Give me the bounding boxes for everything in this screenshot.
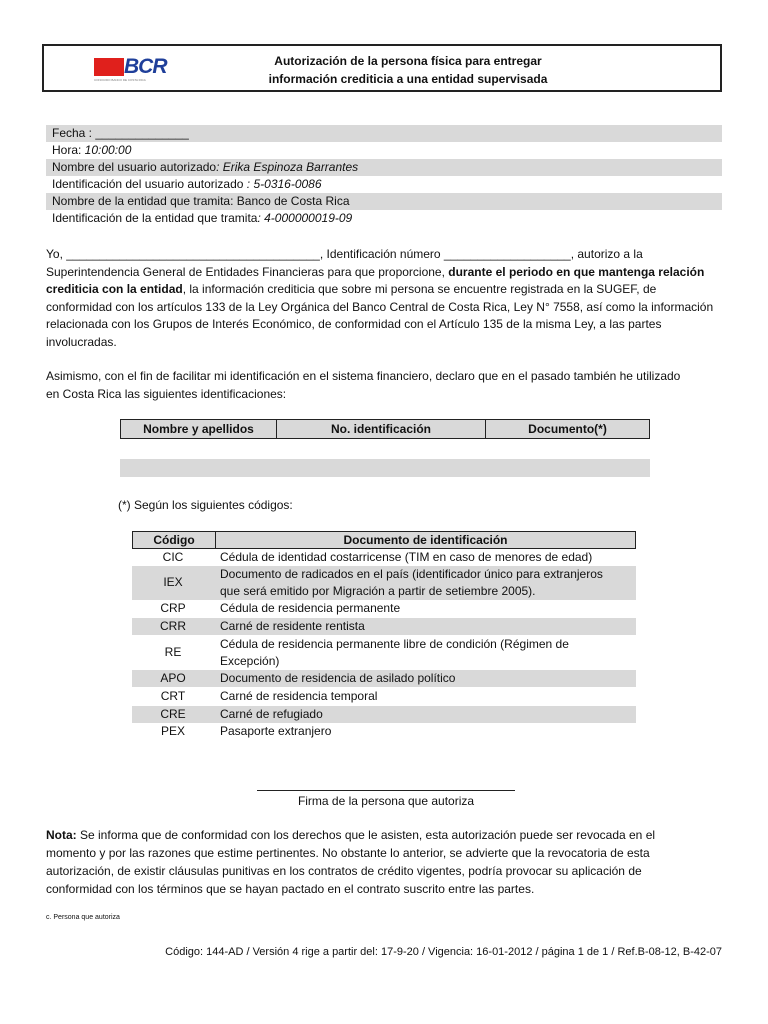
code-cell: APO bbox=[160, 671, 186, 685]
id-entidad-label: Identificación de la entidad que tramita bbox=[52, 211, 258, 225]
bcr-logo bbox=[94, 55, 167, 84]
hora-value: 10:00:00 bbox=[81, 143, 132, 157]
header-codigo: Código bbox=[133, 532, 216, 548]
para1-bold: durante el periodo en que mantenga relación bbox=[448, 264, 705, 279]
para1-line: involucradas. bbox=[46, 334, 117, 349]
para1-text: Superintendencia General de Entidades Financieras para que proporcione, bbox=[46, 264, 449, 279]
nota-line: conformidad con los términos que se hayan pactado en el contrato suscrito entre las partes. bbox=[46, 882, 535, 896]
doc-cell: Cédula de residencia permanente bbox=[220, 601, 401, 615]
doc-line: que será emitido por Migración a partir de setiembre 2005). bbox=[220, 584, 536, 598]
logo-text: BCR bbox=[124, 55, 167, 78]
signature-label: Firma de la persona que autoriza bbox=[297, 794, 475, 808]
entidad-row bbox=[46, 193, 722, 210]
table-row bbox=[132, 636, 636, 670]
header-documento: Documento(*) bbox=[486, 420, 650, 439]
doc-cell: Carné de residente rentista bbox=[220, 619, 365, 633]
identifications-table bbox=[120, 419, 650, 439]
code-cell: CRR bbox=[160, 619, 186, 633]
nota-line bbox=[46, 826, 722, 844]
doc-cell: Documento de residencia de asilado político bbox=[220, 671, 456, 685]
header-nombre: Nombre y apellidos bbox=[121, 420, 277, 439]
doc-cell: Pasaporte extranjero bbox=[220, 724, 332, 738]
empty-table-row bbox=[120, 459, 650, 477]
doc-cell: Cédula de identidad costarricense (TIM en caso de menores de edad) bbox=[220, 550, 593, 564]
code-cell: PEX bbox=[160, 724, 185, 738]
code-cell: CRP bbox=[160, 601, 186, 615]
table-row bbox=[132, 688, 636, 705]
codes-note: (*) Según los siguientes códigos: bbox=[118, 498, 293, 512]
para1-line: conformidad con los artículos 133 de la Ley Orgánica del Banco Central de Costa Rica, Ley N° 7558, así como la información bbox=[46, 299, 714, 314]
nota-line: momento y por las razones que estime pertinentes. No obstante lo anterior, se advierte que la revocatoria de esta bbox=[46, 846, 650, 860]
doc-line: Documento de radicados en el país (identificador único para extranjeros bbox=[220, 567, 603, 581]
code-cell: CRE bbox=[160, 707, 186, 721]
footer-code: Código: 144-AD / Versión 4 rige a partir del: 17-9-20 / Vigencia: 16-01-2012 / página 1 de 1 / Ref.B-08-12, B-42-07 bbox=[165, 946, 722, 958]
hora-row bbox=[46, 142, 722, 159]
code-cell: IEX bbox=[163, 575, 183, 589]
table-row bbox=[132, 549, 636, 566]
table-row bbox=[132, 723, 636, 740]
title-line-2: información crediticia a una entidad supervisada bbox=[268, 72, 548, 86]
table-row bbox=[132, 566, 636, 600]
code-cell: CIC bbox=[162, 550, 184, 564]
id-entidad-value: : 4-000000019-09 bbox=[257, 211, 353, 225]
table-row bbox=[132, 618, 636, 635]
usuario-value: : Erika Espinoza Barrantes bbox=[216, 160, 359, 174]
id-usuario-row bbox=[46, 176, 722, 193]
table-row bbox=[132, 706, 636, 723]
logo-red-block bbox=[94, 58, 124, 76]
logo-tagline: CONOCIDO BANCO DE COSTA RICA bbox=[94, 78, 146, 82]
doc-line: Cédula de residencia permanente libre de condición (Régimen de bbox=[220, 637, 569, 651]
codes-table-header bbox=[132, 531, 636, 549]
para2-line: Asimismo, con el fin de facilitar mi identificación en el sistema financiero, declaro que en el pasado también he utilizado bbox=[46, 369, 681, 383]
header-documento-identificacion: Documento de identificación bbox=[343, 533, 508, 547]
document-title bbox=[200, 52, 616, 88]
copy-note: c. Persona que autoriza bbox=[46, 914, 120, 921]
para1-line: relacionada con los Grupos de Interés Económico, de conformidad con el Artículo 135 de la misma Ley, a las partes bbox=[46, 317, 662, 331]
usuario-label: Nombre del usuario autorizado bbox=[52, 160, 217, 174]
nota-text: Se informa que de conformidad con los derechos que le asisten, esta autorización puede ser revocada en el bbox=[76, 828, 656, 842]
doc-cell: Carné de residencia temporal bbox=[220, 689, 378, 703]
table-row bbox=[132, 670, 636, 687]
table-row bbox=[132, 600, 636, 617]
fecha-label: Fecha : ______________ bbox=[52, 126, 189, 140]
para1-bold: crediticia con la entidad bbox=[46, 282, 183, 296]
fecha-row bbox=[46, 125, 722, 142]
title-line-1: Autorización de la persona física para entregar bbox=[274, 54, 542, 68]
para1-line bbox=[46, 281, 722, 299]
doc-cell bbox=[220, 566, 634, 600]
para1-line: Yo, ______________________________________, Identificación número ___________________, autorizo a la bbox=[46, 247, 643, 261]
doc-cell bbox=[220, 636, 634, 670]
signature-line bbox=[257, 790, 515, 791]
table-header-row bbox=[121, 420, 650, 439]
header-identificacion: No. identificación bbox=[277, 420, 486, 439]
code-cell: RE bbox=[164, 645, 182, 659]
doc-cell: Carné de refugiado bbox=[220, 707, 323, 721]
para1-text: , la información crediticia que sobre mi persona se encuentre registrada en la SUGEF, de bbox=[182, 282, 657, 296]
para2-line: en Costa Rica las siguientes identificaciones: bbox=[46, 386, 287, 401]
nota-line: autorización, de existir cláusulas punitivas en los contratos de crédito vigentes, podría provocar su aplicación de bbox=[46, 864, 642, 878]
authorization-paragraph bbox=[46, 246, 722, 351]
code-cell: CRT bbox=[160, 689, 186, 703]
entidad-label: Nombre de la entidad que tramita: Banco de Costa Rica bbox=[52, 194, 350, 208]
id-usuario-label: Identificación del usuario autorizado bbox=[52, 177, 244, 191]
usuario-row bbox=[46, 159, 722, 176]
doc-line: Excepción) bbox=[220, 654, 280, 668]
para1-line bbox=[46, 264, 722, 282]
nota-paragraph bbox=[46, 826, 722, 898]
hora-label: Hora: bbox=[52, 143, 82, 157]
id-usuario-value: : 5-0316-0086 bbox=[243, 177, 322, 191]
identifications-paragraph bbox=[46, 368, 722, 403]
id-entidad-row bbox=[46, 210, 722, 227]
nota-label: Nota: bbox=[46, 828, 77, 842]
